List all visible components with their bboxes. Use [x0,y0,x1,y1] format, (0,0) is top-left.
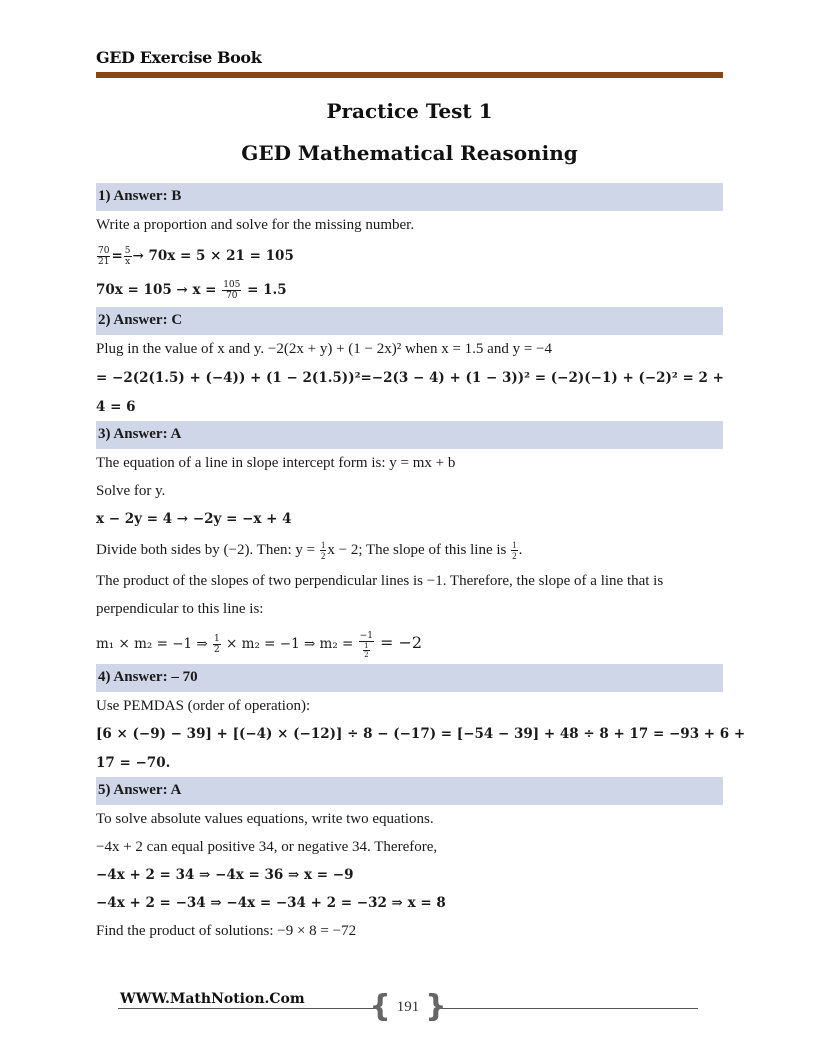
answer-3-line-3: x − 2y = 4 → −2y = −x + 4 [96,511,292,527]
answer-5-line-3: −4x + 2 = 34 ⇒ −4x = 36 ⇒ x = −9 [96,867,354,883]
answer-5-line-2: −4x + 2 can equal positive 34, or negative 34. Therefore, [96,839,438,855]
fraction: $\frac{1}{2}$ [320,540,326,562]
answer-3-header: 3) Answer: A [96,421,723,449]
answer-5-line-5: Find the product of solutions: −9 × 8 = −72 [96,923,357,939]
page-subtitle: GED Mathematical Reasoning [241,141,578,165]
answer-3-line-2: Solve for y. [96,483,166,499]
fraction: $\frac{1}{2}$ [214,634,220,655]
answer-2-line-3: 4 = 6 [96,399,136,415]
answer-4-line-2: [6 × (−9) − 39] + [(−4) × (−12)] ÷ 8 − (−17) = [−54 − 39] + 48 ÷ 8 + 17 = −93 + 6 + [96,726,746,742]
answer-2-line-2: = −2(2(1.5) + (−4)) + (1 − 2(1.5))²=−2(3 − 4) + (1 − 3))² = (−2)(−1) + (−2)² = 2 + [96,370,724,386]
fraction: $\frac{70}{21}$ [98,246,110,267]
left-bracket-icon: { [369,989,391,1024]
answer-1-equation-2: 70x = 105 → x = $\frac{105}{70}$ = 1.5 [96,280,287,301]
fraction: $\frac{5}{x}$ [124,246,131,267]
answer-1-header: 1) Answer: B [96,183,723,211]
page-title: Practice Test 1 [326,99,493,123]
fraction: $\frac{105}{70}$ [223,280,241,301]
answer-2-line-1: Plug in the value of x and y. −2(2x + y) + (1 − 2x)² when x = 1.5 and y = −4 [96,341,553,357]
answer-3-line-5: The product of the slopes of two perpendicular lines is −1. Therefore, the slope of a line that is [96,573,664,589]
answer-5-header: 5) Answer: A [96,777,723,805]
answer-1-intro: Write a proportion and solve for the missing number. [96,217,415,233]
answer-4-line-3: 17 = −70. [96,755,171,771]
answer-3-line-4: Divide both sides by (−2). Then: y = $\frac{1}{2}$ x − 2; The slope of this line is $\frac{1}{2}$ . [96,540,523,562]
answer-3-line-1: The equation of a line in slope intercept form is: y = mx + b [96,455,456,471]
book-title: GED Exercise Book [96,48,262,67]
page-number: 191 [396,998,420,1015]
answer-4-header: 4) Answer: – 70 [96,664,723,692]
footer-website: WWW.MathNotion.Com [120,991,305,1007]
answer-1-equation-1: $\frac{70}{21}$ = $\frac{5}{x}$ → 70x = 5 × 21 = 105 [98,246,294,267]
right-bracket-icon: } [425,989,447,1024]
header-rule [96,72,723,78]
fraction: $\frac{1}{2}$ [512,540,517,562]
answer-3-line-6: perpendicular to this line is: [96,601,264,617]
answer-2-header: 2) Answer: C [96,307,723,335]
answer-5-line-4: −4x + 2 = −34 ⇒ −4x = −34 + 2 = −32 ⇒ x = 8 [96,895,446,911]
answer-5-line-1: To solve absolute values equations, write two equations. [96,811,434,827]
page-number-box [369,989,447,1024]
answers-section [96,183,746,945]
compound-fraction: $\frac{-1}{\frac{1}{2}}$ [359,630,373,659]
answer-4-line-1: Use PEMDAS (order of operation): [96,698,311,714]
answer-3-line-7: m₁ × m₂ = −1 ⇒ $\frac{1}{2}$ × m₂ = −1 ⇒ m₂ = $\frac{-1}{\frac{1}{2}}$ = −2 [96,630,423,659]
